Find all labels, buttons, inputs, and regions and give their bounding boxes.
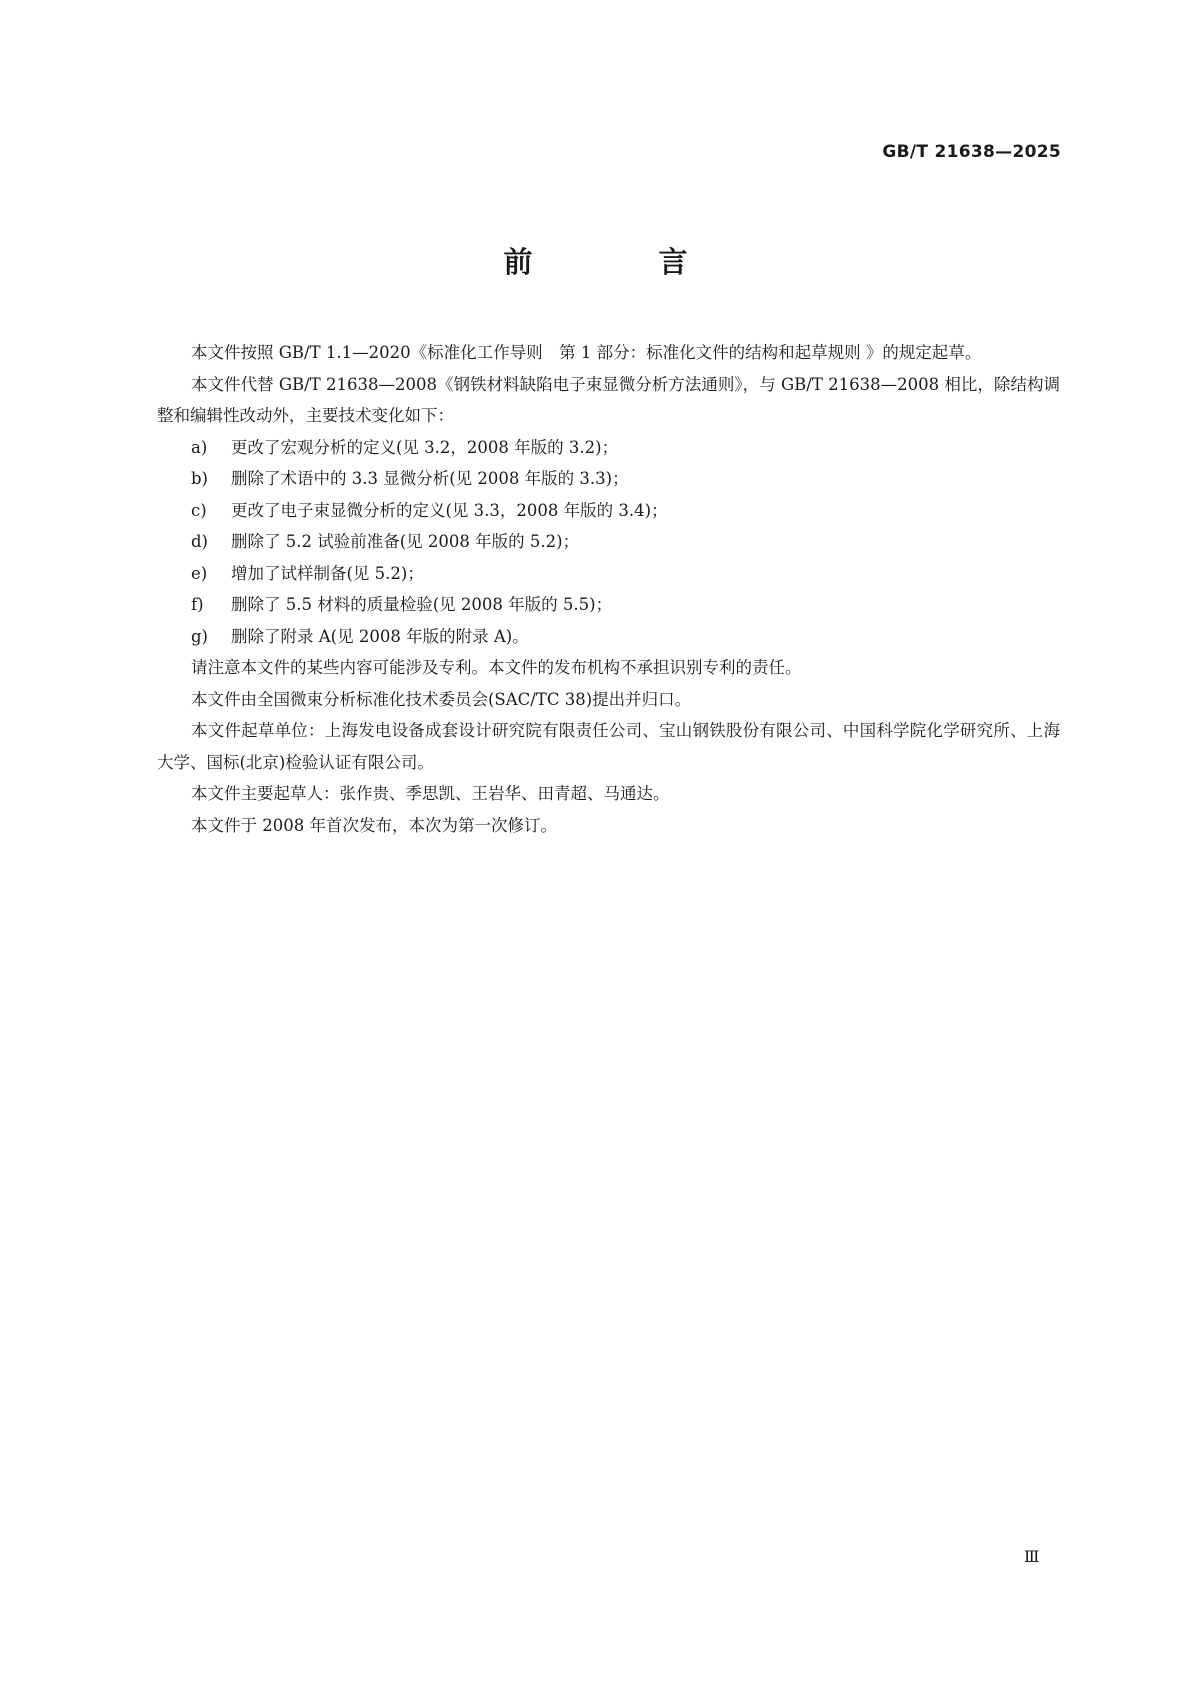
list-item-mark: b) xyxy=(191,469,208,488)
list-item-mark: f) xyxy=(191,595,204,614)
paragraph-drafters: 本文件主要起草人：张作贵、季思凯、王岩华、田青超、马通达。 xyxy=(191,784,670,803)
changes-list xyxy=(157,432,1060,653)
list-item xyxy=(157,621,1060,653)
list-item xyxy=(157,558,1060,590)
paragraph-proposer: 本文件由全国微束分析标准化技术委员会(SAC/TC 38)提出并归口。 xyxy=(191,689,692,709)
list-item-text: 更改了电子束显微分析的定义(见 3.3，2008 年版的 3.4)； xyxy=(231,500,668,520)
list-item-mark: d) xyxy=(191,532,208,551)
list-item xyxy=(157,432,1060,464)
page-number: Ⅲ xyxy=(1024,1547,1040,1566)
paragraph-drafting-units: 本文件起草单位：上海发电设备成套设计研究院有限责任公司、宝山钢铁股份有限公司、中国科学院化学研究所、上海大学、国标(北京)检验认证有限公司。 xyxy=(157,721,1060,772)
list-item xyxy=(157,495,1060,527)
paragraph-history: 本文件于 2008 年首次发布，本次为第一次修订。 xyxy=(191,815,557,835)
foreword-body xyxy=(157,337,1060,841)
list-item-text: 增加了试样制备(见 5.2)； xyxy=(231,563,424,583)
document-code: GB/T 21638—2025 xyxy=(882,142,1061,162)
paragraph-patent-notice: 请注意本文件的某些内容可能涉及专利。本文件的发布机构不承担识别专利的责任。 xyxy=(191,658,802,677)
list-item xyxy=(157,463,1060,495)
list-item-text: 删除了附录 A(见 2008 年版的附录 A)。 xyxy=(231,626,529,646)
list-item-mark: g) xyxy=(191,626,208,646)
paragraph-drafting-rules: 本文件按照 GB/T 1.1—2020《标准化工作导则 第 1 部分：标准化文件的结构和起草规则 》的规定起草。 xyxy=(191,343,982,362)
list-item-mark: e) xyxy=(191,563,208,583)
list-item-text: 更改了宏观分析的定义(见 3.2，2008 年版的 3.2)； xyxy=(231,437,619,457)
list-item xyxy=(157,526,1060,558)
list-item-mark: a) xyxy=(191,437,208,457)
list-item-text: 删除了 5.2 试验前准备(见 2008 年版的 5.2)； xyxy=(231,532,580,551)
list-item-text: 删除了 5.5 材料的质量检验(见 2008 年版的 5.5)； xyxy=(231,595,613,614)
list-item xyxy=(157,589,1060,621)
page-title: 前 言 xyxy=(503,245,746,279)
list-item-mark: c) xyxy=(191,500,207,520)
paragraph-replacement: 本文件代替 GB/T 21638—2008《钢铁材料缺陷电子束显微分析方法通则》，与 GB/T 21638—2008 相比，除结构调整和编辑性改动外，主要技术变化如下： xyxy=(157,374,1060,425)
list-item-text: 删除了术语中的 3.3 显微分析(见 2008 年版的 3.3)； xyxy=(231,469,629,488)
